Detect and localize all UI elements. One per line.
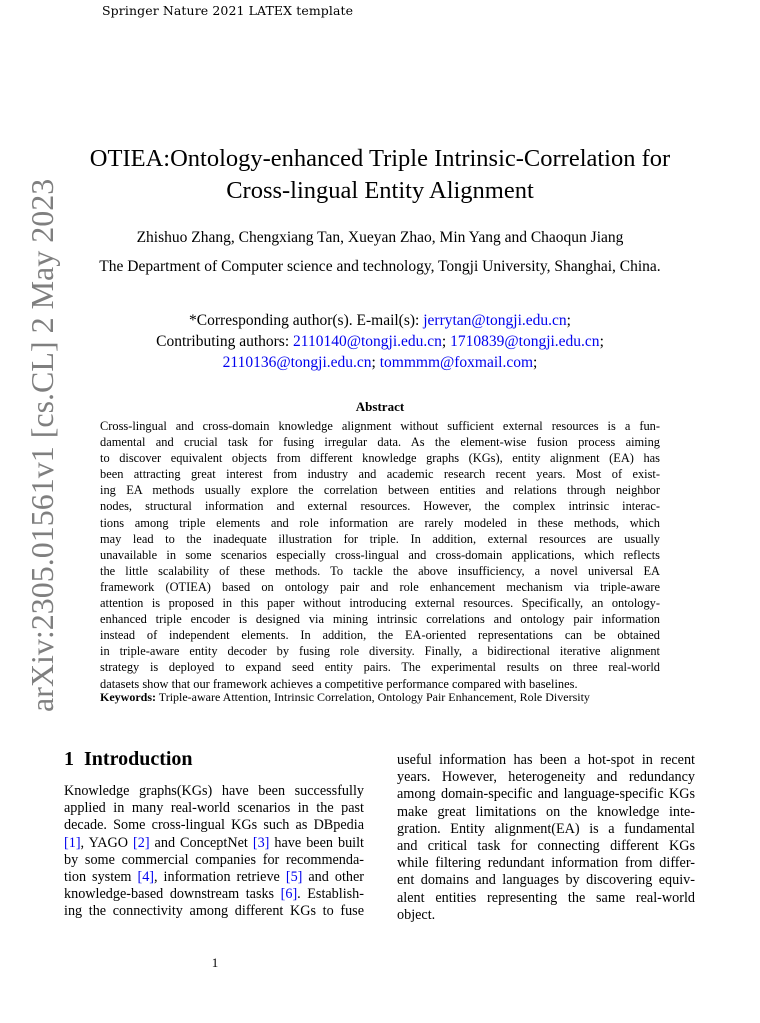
abstract-line: nodes, structural information and external resources. However, the complex intrinsic interac- — [100, 499, 660, 514]
body-text: and other — [302, 869, 365, 886]
citation-link[interactable]: [5] — [285, 869, 303, 886]
body-line: alent entities representing the same real-world — [397, 889, 695, 906]
abstract-line: damental and crucial task for fusing irregular data. As the element-wise fusion process aiming — [100, 435, 660, 450]
body-line: gration. Entity alignment(EA) is a fundamental — [397, 820, 695, 837]
abstract-line: ing EA methods usually explore the correlation between entities and relations through neighbor — [100, 483, 660, 498]
contributing-prefix: Contributing authors: — [156, 333, 294, 350]
keywords-text: Triple-aware Attention, Intrinsic Correlation, Ontology Pair Enhancement, Role Diversity — [156, 690, 590, 704]
body-line: useful information has been a hot-spot in recent — [397, 752, 695, 768]
email-link[interactable]: 1710839@tongji.edu.cn — [450, 333, 600, 350]
abstract-line: attention is proposed in this paper without introducing external resources. Specifically, an ontology- — [100, 596, 660, 611]
citation-link[interactable]: [4] — [137, 869, 155, 886]
keywords-label: Keywords: — [100, 690, 156, 704]
abstract-line: may lead to the inadequate illustration for triple. In addition, external resources are usually — [100, 531, 660, 546]
abstract-line: to discover equivalent objects from different knowledge graphs (KGs), entity alignment (EA) has — [100, 451, 660, 466]
corresponding-email-link[interactable]: jerrytan@tongji.edu.cn — [423, 312, 567, 329]
abstract-line: enhanced triple encoder is designed via mining intrinsic correlations and ontology pair information — [100, 612, 660, 627]
abstract-line: tions among triple elements and role information are rarely modeled in these methods, which — [100, 515, 660, 530]
left-column-text — [64, 783, 364, 921]
keywords — [100, 690, 660, 705]
body-line — [64, 869, 364, 886]
body-line: ing the connectivity among different KGs to fuse — [64, 903, 364, 920]
separator: ; — [371, 354, 376, 371]
section-title: Introduction — [84, 748, 193, 770]
body-line — [64, 835, 364, 852]
body-line: Knowledge graphs(KGs) have been successfully — [64, 783, 364, 799]
corresponding-line — [60, 310, 700, 331]
body-line: by some commercial companies for recommenda- — [64, 851, 364, 868]
body-text: and ConceptNet — [149, 834, 253, 851]
affiliation: The Department of Computer science and technology, Tongji University, Shanghai, China. — [99, 258, 661, 275]
author-list: Zhishuo Zhang, Chengxiang Tan, Xueyan Zhao, Min Yang and Chaoqun Jiang — [136, 229, 624, 246]
body-line: years. However, heterogeneity and redundancy — [397, 769, 695, 786]
body-line: make great limitations on the knowledge inte- — [397, 803, 695, 820]
section-number: 1 — [64, 748, 74, 770]
body-text: knowledge-based downstream tasks — [64, 886, 281, 903]
title-line-2: Cross-lingual Entity Alignment — [226, 177, 534, 204]
abstract-line: been attracting great interest from industry and academic research recent years. Most of exist- — [100, 467, 660, 482]
page-number: 1 — [211, 955, 219, 970]
right-column-text — [397, 752, 695, 924]
body-line — [64, 886, 364, 903]
body-text: . Establish- — [297, 886, 365, 903]
citation-link[interactable]: [2] — [133, 834, 150, 851]
body-text: tion system — [64, 869, 138, 886]
title-line-1: OTIEA:Ontology-enhanced Triple Intrinsic-Correlation for — [89, 145, 671, 172]
body-line: decade. Some cross-lingual KGs such as DBpedia — [64, 817, 364, 834]
section-heading — [64, 748, 193, 771]
email-link[interactable]: tommmm@foxmail.com — [379, 354, 534, 371]
body-line: among domain-specific and language-specific KGs — [397, 786, 695, 803]
abstract-line: in triple-aware entity decoder by fusing role diversity. Finally, a bidirectional iterative alignment — [100, 644, 660, 659]
contact-block — [60, 310, 700, 373]
contributing-line-2 — [60, 352, 700, 373]
body-line: ent domains and languages by discovering equiv- — [397, 872, 695, 889]
citation-link[interactable]: [6] — [280, 886, 298, 903]
body-text: have been built — [269, 834, 365, 851]
abstract-line: framework (OTIEA) based on ontology pair and role enhancement mechanism via triple-aware — [100, 579, 660, 594]
body-line: object. — [397, 906, 436, 923]
email-link[interactable]: 2110136@tongji.edu.cn — [222, 354, 372, 371]
paper-title — [60, 143, 700, 207]
abstract-line: unavailable in some scenarios especially cross-lingual and cross-domain applications, which reflects — [100, 547, 660, 562]
abstract-line: the little scalability of these methods. To tackle the above insufficiency, a novel universal EA — [100, 563, 660, 578]
corresponding-prefix: *Corresponding author(s). E-mail(s): — [189, 312, 424, 329]
email-link[interactable]: 2110140@tongji.edu.cn — [293, 333, 442, 350]
abstract-body — [100, 418, 660, 692]
abstract-line: Cross-lingual and cross-domain knowledge alignment without sufficient external resources is a fun- — [100, 419, 660, 433]
separator: ; — [533, 354, 538, 371]
abstract-line: strategy is deployed to expand seed entity pairs. The experimental results on three real-world — [100, 660, 660, 675]
arxiv-sidebar-stamp: arXiv:2305.01561v1 [cs.CL] 2 May 2023 — [24, 178, 60, 712]
abstract-line: datasets show that our framework achieves a competitive performance compared with baselines. — [100, 676, 578, 691]
abstract-line: instead of independent elements. In addition, the EA-oriented representations can be obtained — [100, 628, 660, 643]
body-text: , YAGO — [80, 834, 133, 851]
body-line: applied in many real-world scenarios in the past — [64, 800, 364, 817]
separator: ; — [441, 333, 447, 350]
separator: ; — [599, 333, 604, 350]
citation-link[interactable]: [1] — [64, 834, 81, 851]
body-line: while filtering redundant information from differ- — [397, 855, 695, 872]
separator: ; — [566, 312, 571, 329]
citation-link[interactable]: [3] — [252, 834, 270, 851]
body-line: and critical task for connecting different KGs — [397, 838, 695, 855]
body-text: , information retrieve — [154, 869, 286, 886]
running-header: Springer Nature 2021 LATEX template — [102, 3, 354, 18]
abstract-heading: Abstract — [355, 399, 405, 414]
contributing-line-1 — [60, 331, 700, 352]
